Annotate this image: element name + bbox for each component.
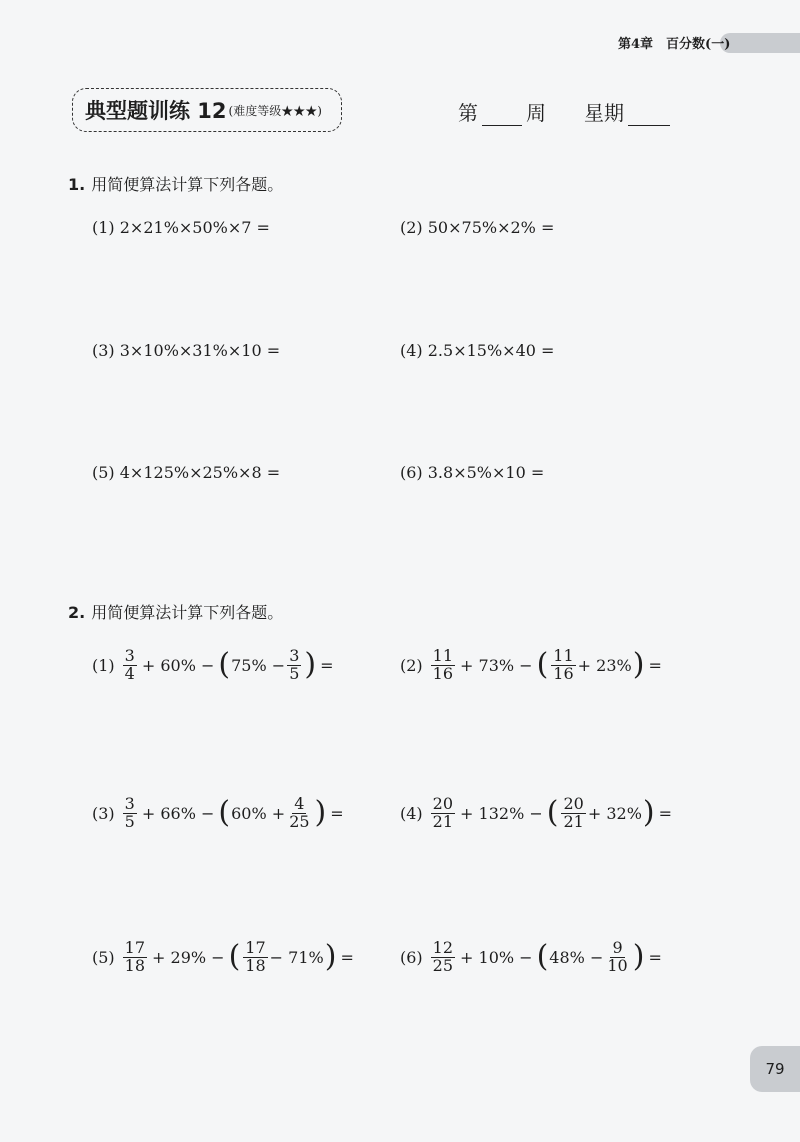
- denominator: 16: [553, 663, 574, 683]
- section-1-text: 用简便算法计算下列各题。: [91, 175, 284, 194]
- section-1-title: [68, 172, 283, 195]
- term: + 60% −: [141, 655, 215, 675]
- s1-problem-2: (2) 50×75%×2% =: [400, 218, 555, 237]
- week-day-row: [458, 97, 670, 126]
- denominator: 18: [124, 955, 146, 975]
- s2-problem-4: [400, 796, 675, 831]
- term: + 23%: [577, 655, 632, 675]
- week-blank[interactable]: [482, 103, 522, 126]
- numerator: 11: [432, 646, 454, 665]
- s1-problem-6: (6) 3.8×5%×10 =: [400, 463, 545, 482]
- left-paren: (: [218, 647, 231, 683]
- week-suffix: 周: [526, 101, 546, 125]
- numerator: 11: [553, 646, 574, 665]
- term: + 29% −: [152, 947, 225, 967]
- right-paren: ): [632, 647, 645, 683]
- left-paren: (: [228, 939, 241, 975]
- right-paren: ): [314, 795, 327, 831]
- s2-problem-2: [400, 648, 665, 683]
- problem-index: (3): [92, 803, 115, 823]
- s1-problem-5: (5) 4×125%×25%×8 =: [92, 463, 281, 482]
- page-number-tab: [750, 1046, 800, 1092]
- numerator: 3: [289, 646, 300, 665]
- denominator: 10: [607, 955, 628, 975]
- left-paren: (: [218, 795, 231, 831]
- fraction: [551, 648, 575, 683]
- left-paren: (: [536, 647, 549, 683]
- numerator: 3: [124, 794, 135, 813]
- s1-problem-1: (1) 2×21%×50%×7 =: [92, 218, 270, 237]
- problem-index: (1): [92, 655, 115, 675]
- right-paren: ): [304, 647, 317, 683]
- denominator: 5: [289, 663, 300, 683]
- term: + 73% −: [460, 655, 533, 675]
- weekday-label: 星期: [584, 101, 624, 125]
- denominator: 21: [563, 811, 584, 831]
- page-number: 79: [765, 1060, 785, 1078]
- fraction: [287, 796, 311, 831]
- equals: =: [648, 947, 662, 967]
- fraction: [243, 940, 267, 975]
- equals: =: [340, 947, 354, 967]
- denominator: 18: [245, 955, 266, 975]
- right-paren: ): [642, 795, 655, 831]
- s1-problem-4: (4) 2.5×15%×40 =: [400, 341, 555, 360]
- fraction: [431, 940, 455, 975]
- problem-index: (6): [400, 947, 423, 967]
- chapter-label: 第4章 百分数(一): [618, 36, 731, 52]
- numerator: 3: [124, 646, 135, 665]
- fraction: [123, 940, 147, 975]
- right-paren: ): [632, 939, 645, 975]
- s2-problem-3: [92, 796, 347, 831]
- left-paren: (: [546, 795, 559, 831]
- term: + 132% −: [460, 803, 543, 823]
- term: + 66% −: [141, 803, 215, 823]
- fraction: [605, 940, 629, 975]
- training-title: 典型题训练 12: [85, 99, 227, 123]
- equals: =: [658, 803, 673, 823]
- s2-problem-6: [400, 940, 665, 975]
- chapter-bar: [720, 33, 800, 53]
- difficulty-label: (难度等级★★★): [228, 103, 322, 118]
- weekday-blank[interactable]: [628, 103, 670, 126]
- numerator: 17: [245, 938, 266, 957]
- term: + 32%: [587, 803, 642, 823]
- problem-index: (2): [400, 655, 423, 675]
- term: 48% −: [549, 947, 604, 967]
- fraction: [123, 648, 137, 683]
- denominator: 25: [289, 811, 310, 831]
- fraction: [561, 796, 585, 831]
- fraction: [431, 648, 455, 683]
- term: 60% +: [231, 803, 286, 823]
- section-2-number: 2.: [68, 603, 86, 622]
- numerator: 4: [294, 794, 305, 813]
- fraction: [431, 796, 455, 831]
- denominator: 4: [124, 663, 135, 683]
- section-2-text: 用简便算法计算下列各题。: [91, 603, 284, 622]
- term: 75% −: [231, 655, 286, 675]
- training-title-box: [72, 88, 342, 132]
- denominator: 5: [124, 811, 135, 831]
- numerator: 12: [432, 938, 454, 957]
- problem-index: (4): [400, 803, 423, 823]
- problem-index: (5): [92, 947, 115, 967]
- numerator: 20: [432, 794, 454, 813]
- equals: =: [648, 655, 662, 675]
- numerator: 20: [563, 794, 584, 813]
- left-paren: (: [536, 939, 549, 975]
- s2-problem-1: [92, 648, 337, 683]
- chapter-header: [600, 30, 800, 54]
- denominator: 21: [432, 811, 454, 831]
- denominator: 16: [432, 663, 454, 683]
- section-1-number: 1.: [68, 175, 86, 194]
- week-prefix: 第: [458, 101, 478, 125]
- term: − 71%: [269, 947, 324, 967]
- numerator: 17: [124, 938, 146, 957]
- section-2-title: [68, 600, 283, 623]
- right-paren: ): [324, 939, 337, 975]
- equals: =: [320, 655, 334, 675]
- s1-problem-3: (3) 3×10%×31%×10 =: [92, 341, 281, 360]
- fraction: [123, 796, 137, 831]
- s2-problem-5: [92, 940, 357, 975]
- denominator: 25: [432, 955, 454, 975]
- equals: =: [330, 803, 344, 823]
- term: + 10% −: [460, 947, 533, 967]
- fraction: [287, 648, 301, 683]
- numerator: 9: [612, 938, 623, 957]
